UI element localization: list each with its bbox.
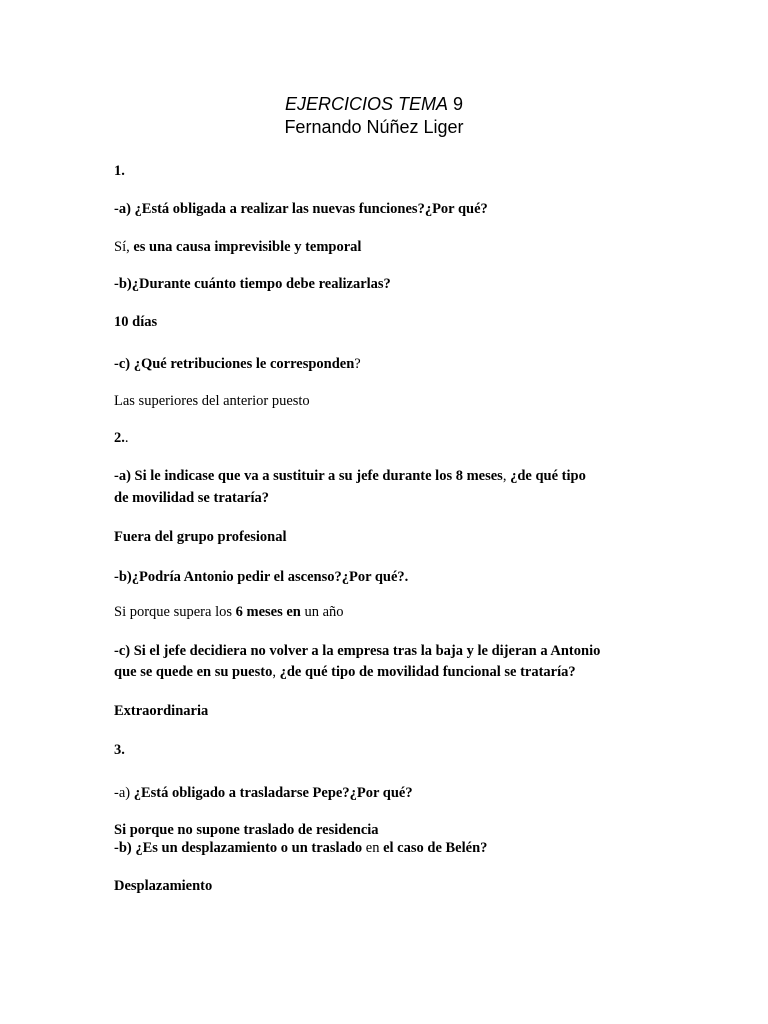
ex3-answer-b: Desplazamiento (114, 878, 213, 894)
ex1-answer-c: Las superiores del anterior puesto (114, 393, 310, 409)
ex2-answer-b (114, 602, 344, 623)
ex2-question-b: -b)¿Podría Antonio pedir el ascenso?¿Por qué?. (114, 569, 409, 585)
ex2-question-c-part3: ¿de qué tipo de movilidad funcional se trataría? (279, 664, 576, 680)
ex3-question-a (114, 783, 413, 804)
ex2-number-part2: . (124, 430, 129, 446)
ex3-question-b-part2: en (365, 840, 380, 856)
ex2-answer-b-part2: 6 meses en (235, 604, 301, 620)
ex2-question-a-line2: de movilidad se trataría? (114, 490, 270, 506)
ex3-number: 3. (114, 742, 125, 758)
ex2-question-c-line1: -c) Si el jefe decidiera no volver a la empresa tras la baja y le dijeran a Antonio (114, 643, 601, 659)
document-author: Fernando Núñez Liger (284, 117, 464, 137)
ex2-question-a-line1 (114, 466, 586, 487)
ex3-question-b-part1: -b) ¿Es un desplazamiento o un traslado (114, 840, 366, 856)
ex1-question-c-part1: -c) ¿Qué retribuciones le corresponden (114, 356, 355, 372)
ex3-question-a-part1: -a) (114, 785, 134, 801)
ex2-question-c-line2 (114, 662, 576, 683)
ex2-answer-b-part1: Si porque supera los (114, 604, 236, 620)
document-title (0, 93, 748, 115)
ex2-question-a-part1: -a) Si le indicase que va a sustituir a su jefe durante los 8 meses (114, 468, 503, 484)
title-text: EJERCICIOS TEMA (284, 94, 448, 114)
ex1-answer-a-part1: Sí, (114, 239, 134, 255)
ex2-question-a-part3: ¿de qué tipo (510, 468, 586, 484)
ex2-number-part1: 2. (114, 430, 125, 446)
ex2-answer-a: Fuera del grupo profesional (114, 529, 287, 545)
ex3-question-b (114, 838, 487, 859)
ex2-question-c-part2: , (272, 664, 280, 680)
ex3-question-b-part3: el caso de Belén? (379, 840, 488, 856)
title-number: 9 (453, 94, 464, 114)
ex3-answer-a: Si porque no supone traslado de residencia (114, 822, 379, 838)
ex1-answer-b: 10 días (114, 314, 158, 330)
ex1-question-c-part2: ? (354, 356, 361, 372)
ex2-number (114, 428, 129, 449)
ex1-number: 1. (114, 163, 125, 179)
ex1-question-b: -b)¿Durante cuánto tiempo debe realizarlas? (114, 276, 391, 292)
ex2-answer-b-part3: un año (300, 604, 344, 620)
ex1-answer-a-part2: es una causa imprevisible y temporal (133, 239, 362, 255)
ex2-question-a-part2: , (502, 468, 511, 484)
ex1-answer-a (114, 237, 361, 258)
ex3-question-a-part2: ¿Está obligado a trasladarse Pepe?¿Por qué? (133, 785, 413, 801)
ex2-answer-c: Extraordinaria (114, 703, 209, 719)
ex1-question-a: -a) ¿Está obligada a realizar las nuevas funciones?¿Por qué? (114, 201, 488, 217)
ex1-question-c (114, 354, 361, 375)
ex2-question-c-part1: que se quede en su puesto (114, 664, 273, 680)
